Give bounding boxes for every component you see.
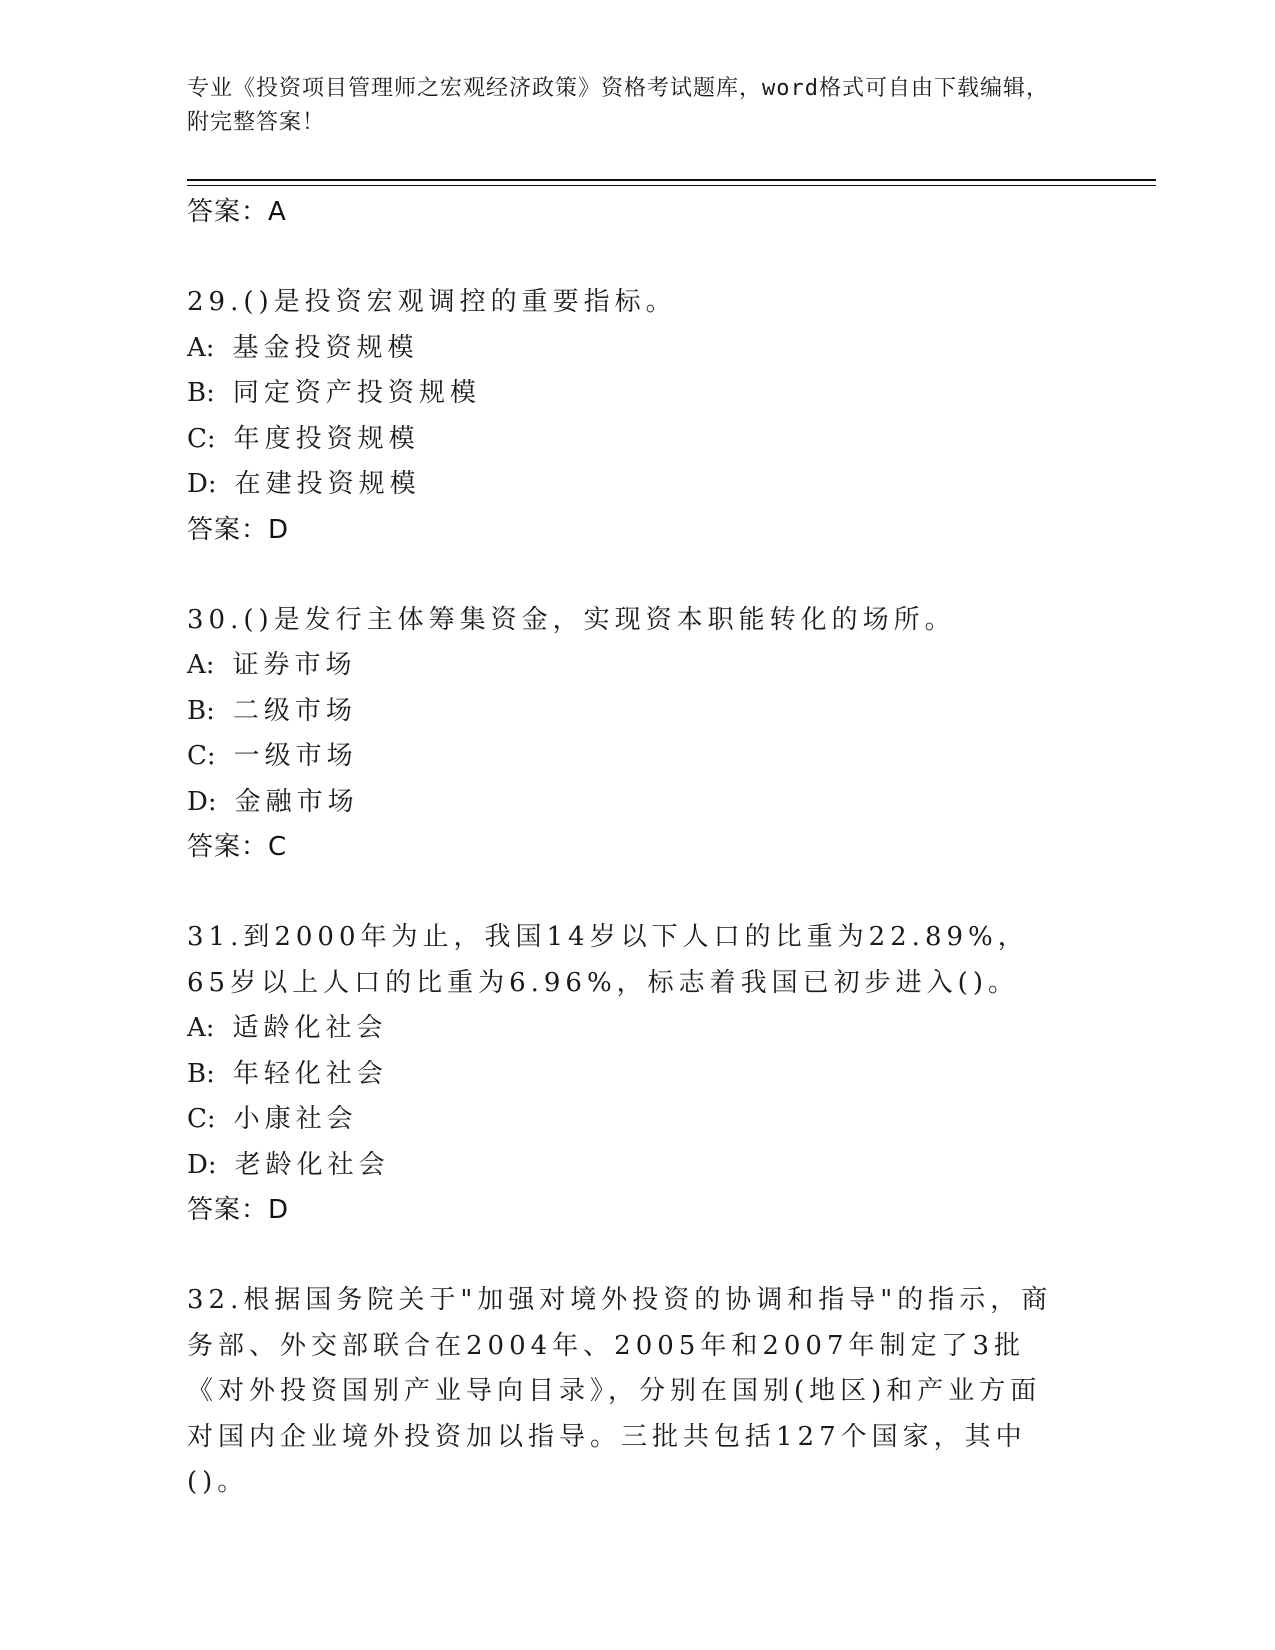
- answer-label: 答案：C: [187, 832, 288, 862]
- question-stem: 29.()是投资宏观调控的重要指标。: [187, 287, 677, 317]
- question-list: [187, 188, 1067, 1506]
- question-32: [187, 1278, 1067, 1506]
- option-d: D: 老龄化社会: [187, 1149, 390, 1180]
- header-divider-thick: [187, 179, 1156, 181]
- option-c: C: 小康社会: [187, 1104, 358, 1134]
- option-d: D: 金融市场: [187, 786, 359, 817]
- option-a: A: 适龄化社会: [187, 1013, 388, 1043]
- question-29: [187, 280, 1067, 552]
- answer-label: 答案：D: [187, 514, 290, 545]
- document-header-intro: 专业《投资项目管理师之宏观经济政策》资格考试题库，word格式可自由下载编辑，附完整答案！: [187, 76, 1049, 135]
- question-stem: 31.到2000年为止，我国14岁以下人口的比重为22.89%，65岁以上人口的比重为6.96%，标志着我国已初步进入()。: [187, 922, 1029, 998]
- header-divider-thin: [187, 185, 1156, 186]
- question-30: [187, 598, 1067, 870]
- option-a: A: 证券市场: [187, 650, 357, 680]
- option-a: A: 基金投资规模: [187, 332, 419, 363]
- option-b: B: 年轻化社会: [187, 1058, 388, 1089]
- question-stem: 32.根据国务院关于"加强对境外投资的协调和指导"的指示，商务部、外交部联合在2004年、2005年和2007年制定了3批《对外投资国别产业导向目录》，分别在国别(地区)和产业方面对国内企业境外投资加以指导。三批共包括127个国家，其中()。: [187, 1285, 1053, 1497]
- option-b: B: 同定资产投资规模: [187, 378, 481, 408]
- question-31: [187, 915, 1067, 1232]
- answer-label: 答案：A: [187, 197, 287, 227]
- option-d: D: 在建投资规模: [187, 469, 421, 499]
- question-stem: 30.()是发行主体筹集资金，实现资本职能转化的场所。: [187, 604, 956, 635]
- answer-label: 答案：D: [187, 1195, 290, 1225]
- option-c: C: 年度投资规模: [187, 423, 420, 454]
- option-c: C: 一级市场: [187, 741, 358, 771]
- option-b: B: 二级市场: [187, 695, 357, 726]
